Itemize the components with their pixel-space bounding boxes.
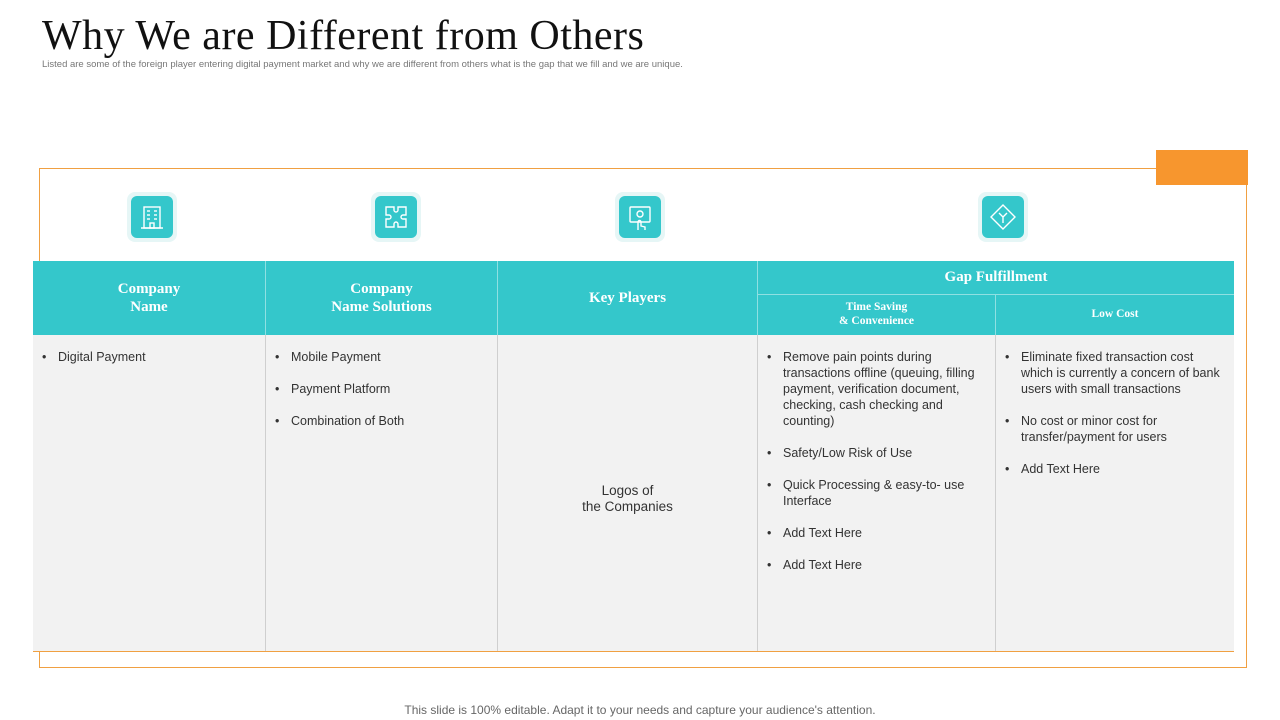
header-company-name: Company Name xyxy=(33,261,266,335)
list-item: • Combination of Both xyxy=(274,413,489,429)
page-title: Why We are Different from Others xyxy=(42,13,645,59)
list-item: • Payment Platform xyxy=(274,381,489,397)
list-item: • Add Text Here xyxy=(766,557,987,573)
list-item: • Digital Payment xyxy=(41,349,257,365)
header-low-cost: Low Cost xyxy=(996,295,1234,335)
cell-low-cost xyxy=(996,335,1234,651)
cell-company-name xyxy=(33,335,266,651)
footer-note: This slide is 100% editable. Adapt it to your needs and capture your audience's attention. xyxy=(404,703,876,717)
page-subtitle: Listed are some of the foreign player entering digital payment market and why we are different from others what is the gap that we fill and we are unique. xyxy=(42,59,683,70)
list-item: • Safety/Low Risk of Use xyxy=(766,445,987,461)
list-item: • Eliminate fixed transaction cost which is currently a concern of bank users with small transactions xyxy=(1004,349,1226,397)
cell-time-saving xyxy=(758,335,996,651)
list-item: • Quick Processing & easy-to- use Interface xyxy=(766,477,987,509)
list-item: • No cost or minor cost for transfer/payment for users xyxy=(1004,413,1226,445)
header-company-solutions: Company Name Solutions xyxy=(266,261,498,335)
accent-block xyxy=(1156,150,1248,185)
list-item: • Remove pain points during transactions offline (queuing, filling payment, verification document, checking, cash checking and counting) xyxy=(766,349,987,429)
road-sign-icon xyxy=(978,192,1028,242)
list-item: • Mobile Payment xyxy=(274,349,489,365)
list-item: • Add Text Here xyxy=(1004,461,1226,477)
list-item: • Add Text Here xyxy=(766,525,987,541)
header-time-saving: Time Saving & Convenience xyxy=(758,295,996,335)
key-players-text: Logos of the Companies xyxy=(582,483,673,514)
cell-key-players xyxy=(498,335,758,651)
touch-screen-icon xyxy=(615,192,665,242)
table-bottom-line xyxy=(33,651,1234,652)
header-key-players: Key Players xyxy=(498,261,758,335)
cell-company-solutions xyxy=(266,335,498,651)
header-gap-fulfillment: Gap Fulfillment xyxy=(758,261,1234,295)
puzzle-icon xyxy=(371,192,421,242)
building-icon xyxy=(127,192,177,242)
